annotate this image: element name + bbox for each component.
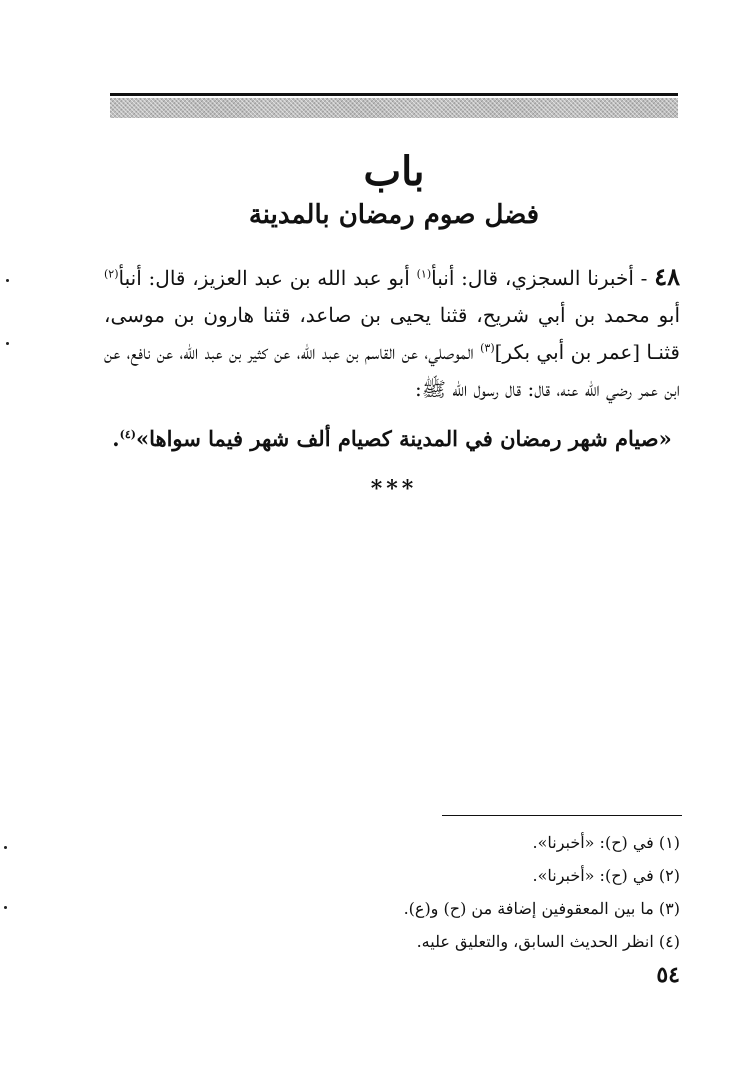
footnote-ref-1[interactable]: (١) (416, 267, 432, 281)
header-decorative-band (110, 98, 678, 118)
hadith-paragraph (104, 258, 680, 408)
hadith-quote-text: «صيام شهر رمضان في المدينة كصيام ألف شهر فيما سواها» (135, 426, 672, 451)
hadith-text-part-4: الموصلي، عن القاسم بن عبد الله، عن كثير بن عبد الله، عن نافع، عن ابن عمر رضي الله عنه، قال: قال رسول الله ﷺ: (104, 340, 680, 401)
hadith-text (104, 258, 680, 408)
footnote-rule (442, 815, 682, 816)
footnote-ref-2[interactable]: (٢) (104, 267, 119, 281)
footnote-3: (٣) ما بين المعقوفين إضافة من (ح) و(ع). (403, 899, 680, 918)
hadith-text-part-2: أبو عبد الله بن عبد العزيز، قال: أنبأ (118, 266, 417, 290)
header-rule (110, 93, 678, 96)
chapter-subtitle: فضل صوم رمضان بالمدينة (248, 200, 540, 230)
hadith-text-part-3: أبو محمد بن أبي شريح، قثنا يحيى بن صاعد، قثنا هارون بن موسى، قثنـا [عمر بن أبي بكر] (104, 303, 680, 364)
margin-mark (4, 906, 7, 909)
hadith-quote-end: . (112, 426, 120, 451)
hadith-text-part-1: - أخبرنا السجزي، قال: أنبأ (431, 266, 655, 290)
margin-mark (6, 342, 9, 345)
hadith-quote (104, 426, 680, 451)
page-number: ٥٤ (656, 962, 680, 988)
footnote-2: (٢) في (ح): «أخبرنا». (532, 866, 680, 885)
footnote-4: (٤) انظر الحديث السابق، والتعليق عليه. (416, 932, 680, 951)
footnote-1: (١) في (ح): «أخبرنا». (532, 833, 680, 852)
margin-mark (6, 279, 9, 282)
section-separator: *** (370, 476, 418, 502)
chapter-title: باب (363, 148, 425, 195)
footnote-ref-4[interactable]: (٤) (119, 428, 136, 441)
footnotes-list (300, 826, 680, 958)
hadith-number: ٤٨ (654, 262, 680, 291)
margin-mark (4, 846, 7, 849)
footnote-ref-3[interactable]: (٣) (480, 341, 495, 355)
